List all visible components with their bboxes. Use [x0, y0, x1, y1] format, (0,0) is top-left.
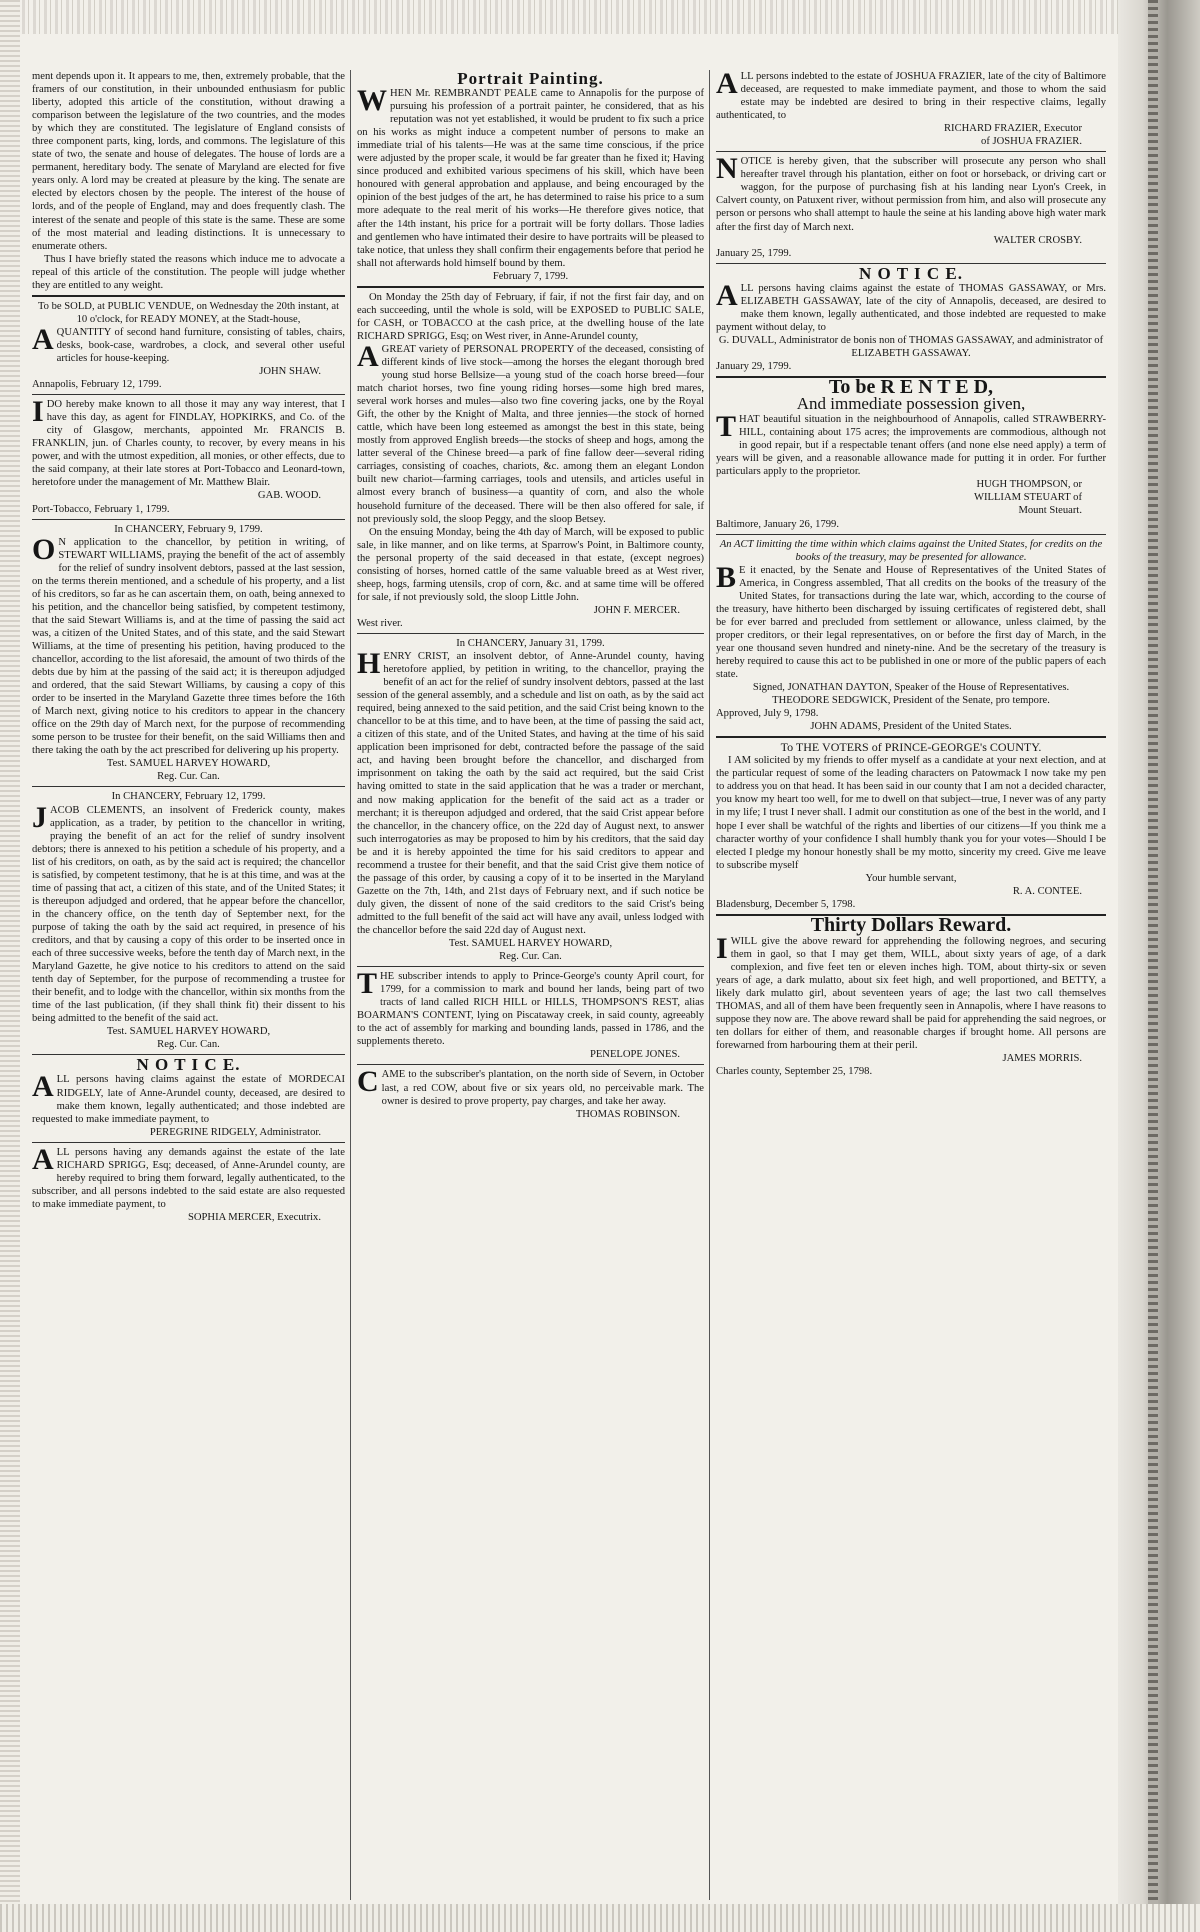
- rent-signature-3: Mount Steuart.: [1018, 505, 1082, 517]
- vendue-date: Annapolis, February 12, 1799.: [32, 379, 162, 391]
- drop-cap: B: [716, 560, 737, 594]
- sprigg-notice: [32, 1142, 345, 1211]
- divider: [716, 736, 1106, 738]
- crosby-notice: [716, 152, 1106, 233]
- chancery-reg-2: Reg. Cur. Can.: [157, 1039, 220, 1051]
- article-intro-conclusion: Thus I have briefly stated the reasons which induce me to advocate a repeal of this article of the constitution. The people will judge whether they are entitled to any weight.: [32, 253, 345, 291]
- drop-cap: T: [716, 410, 737, 444]
- ridgely-notice: [32, 1070, 345, 1125]
- act-adams: JOHN ADAMS, President of the United States.: [810, 721, 1012, 733]
- portrait-date: February 7, 1799.: [492, 270, 569, 282]
- gassaway-date: January 29, 1799.: [716, 360, 792, 372]
- drop-cap: A: [32, 322, 54, 356]
- wood-text: DO hereby make known to all those it may any way interest, that I have this day, as agent for FINDLAY, HOPKIRKS, and Co. of the city of Glasgow, merchants, appointed Mr. FRANCIS B. FRANKLIN, jun. of Charles county, to recover, by every means in his power, and with the utmost expedition, all monies, or other effects, due to the said company, at their late stores at Port-Tobacco and Leonard-town, heretofore under the management of Mr. Matthew Blair.: [32, 399, 345, 489]
- drop-cap: A: [32, 1070, 54, 1104]
- divider: [357, 633, 704, 634]
- crosby-signature: WALTER CROSBY.: [993, 234, 1082, 246]
- sale-signature: JOHN F. MERCER.: [593, 604, 680, 616]
- drop-cap: H: [357, 647, 381, 681]
- rent-subtitle: And immediate possession given,: [796, 394, 1026, 414]
- act-approved: Approved, July 9, 1798.: [716, 708, 819, 720]
- wood-notice: [32, 395, 345, 489]
- crosby-date: January 25, 1799.: [716, 247, 792, 259]
- chancery-text-2: ACOB CLEMENTS, an insolvent of Frederick county, makes application, as a trader, by petition to the chancellor in writing, praying the benefit of an act for the relief of sundry insolvent debtors; there is annexed to his petition a schedule of his property, and a list of his creditors, on oath, as by the said act is required; the chancellor is satisfied, by competent testimony, that he is at this time, and was at the time of passing that act, a citizen of this state, and of the United States; it is thereupon adjudged and ordered, that he appear before the chancellor, in the chancery office, on the tenth day of September next, for the purpose of taking the oath by the said act required, in presence of his creditors, and that by causing a copy of this order to be inserted once in each of three successive weeks, before the tenth day of March next, in the Maryland Gazette, he give notice to his creditors to attend on the said tenth day of September, for the purpose of recommending a trustee for their benefit, and to lodge with the chancellor, within six months from the time of the last publication, (if they shall think fit) their dissent to his being admitted to the benefit of the said act.: [32, 804, 345, 1025]
- chancery-text-1: N application to the chancellor, by petition in writing, of STEWART WILLIAMS, praying the benefit of the act of assembly for the relief of sundry insolvent debtors, passed at the last session, on the terms therein mentioned, and a schedule of his property, and a list of his creditors, so far as he can ascertain them, on oath, being annexed to his petition, and the chancellor being satisfied, by competent testimony, that the said Stewart Williams is, and at the time of passing the said act was, a citizen of the United States, and of this state, and the said Stewart Williams, at the time of presenting his petition, having produced to the chancellor, according to the list aforesaid, the amount of two thirds of the debts due by him at the passing of the said act; it is thereupon adjudged and ordered, that the said Stewart Williams, by causing a copy of this order to be inserted in the Maryland Gazette three times before the 16th of March next, giving notice to his creditors to appear in the chancery office on the 29th day of March next, for the purpose of recommending some person to be trustee for their benefit, on the said Williams then and there taking the oath by the act prescribed for delivering up his property.: [32, 536, 345, 757]
- robinson-signature: THOMAS ROBINSON.: [575, 1108, 680, 1120]
- column-1: [32, 70, 345, 1224]
- sale-details: [357, 339, 704, 526]
- reward-notice: [716, 931, 1106, 1052]
- voters-title: To THE VOTERS of PRINCE-GEORGE's COUNTY.: [780, 740, 1042, 755]
- crist-test: Test. SAMUEL HARVEY HOWARD,: [448, 938, 613, 950]
- robinson-text: AME to the subscriber's plantation, on the north side of Severn, in October last, a red COW, about five or six years old, no perceivable mark. The owner is desired to prove property, pay charges, and take her away.: [381, 1069, 704, 1107]
- divider: [357, 966, 704, 967]
- sale-details-text: GREAT variety of PERSONAL PROPERTY of the deceased, consisting of different kinds of live stock—among the horses the elegant thorough bred young stud horse Bellsize—a young stud of the coach horse breed—four match chariot horses, two fine young riding horses—some high bred mares, several work horses and mules—also two fine covering jacks, one by the Royal Gift, the other by the Knight of Malta, and three jennies—the stock of horned cattle, which have been long esteemed as amongst the best in this state, being mostly from approved English breeds—the stocks of sheep and hogs, among the latter several of the Chinese breed—a park of fine fallow deer—several riding carriages, consisting of coaches, chariots, &c. among them an elegant London built new chariot—farming carriages, tools and utensils, and articles useful in almost every branch of business—a quantity of corn, and also the whole household furniture of the deceased. There will be then also offered for sale, if not previously sold, the sloop Peggy, and the sloop Betsey.: [357, 343, 704, 525]
- drop-cap: T: [357, 967, 378, 1001]
- frazier-signature: RICHARD FRAZIER, Executor: [943, 123, 1082, 135]
- drop-cap: A: [716, 278, 738, 312]
- vendue-signature: JOHN SHAW.: [259, 366, 321, 378]
- portrait-text: HEN Mr. REMBRANDT PEALE came to Annapolis for the purpose of pursuing his profession of a portrait painter, he considered, that as his reputation was not yet established, it would be prudent to fix such a price on his works as might induce a competent number of persons to make an immediate trial of his talents—He was at the same time conscious, if the price were adjusted by the proper scale, it would be far greater than he fixed it; Having since produced and exhibited various specimens of his skill, which have been honoured with general approbation and applause, and being encouraged by the opinion of the best judges of the art, he has determined to raise his price to a sum more adequate to the real merit of his works—He therefore gives notice, that after the 14th instant, his price for a portrait will be forty dollars. Those ladies and gentlemen who have intimated their desire to have portraits will be pleased to take notice, that unless they shall confirm their engagements before that period he shall not afterwards hold himself bound by them.: [357, 88, 704, 269]
- column-rule-1: [350, 70, 351, 1900]
- frazier-text: LL persons indebted to the estate of JOSHUA FRAZIER, late of the city of Baltimore deceased, are requested to make immediate payment, and those to whom the said estate may be indebted are desired to bring in their respective claims, legally authenticated, to: [716, 71, 1106, 122]
- robinson-notice: [357, 1065, 704, 1107]
- crist-notice: [357, 647, 704, 937]
- chancery-body-2: [32, 800, 345, 1026]
- divider: [32, 394, 345, 395]
- rent-title: To be R E N T E D,: [828, 376, 994, 399]
- gassaway-notice: [716, 278, 1106, 334]
- divider: [357, 1064, 704, 1065]
- crosby-text: OTICE is hereby given, that the subscriber will prosecute any person who shall hereafter travel through his plantation, either on foot or horseback, or driving cart or waggon, for the purpose of purchasing fish at his landing near Lyon's Creek, in Calvert county, on Patuxent river, without permission from him, and also will prosecute any person or persons who shall attempt to haule the seine at his landing above high water mark after the first day of March next.: [716, 156, 1106, 233]
- column-3: [716, 67, 1106, 1078]
- crist-reg: Reg. Cur. Can.: [499, 951, 562, 963]
- reward-date: Charles county, September 25, 1798.: [716, 1066, 873, 1078]
- rent-signature-1: HUGH THOMPSON, or: [976, 479, 1082, 491]
- vendue-text: QUANTITY of second hand furniture, consisting of tables, chairs, desks, book-case, wardrobes, a clock, and several other useful articles for house-keeping.: [56, 326, 345, 364]
- act-sedgwick: THEODORE SEDGWICK, President of the Senate, pro tempore.: [772, 695, 1050, 707]
- reward-title: Thirty Dollars Reward.: [810, 913, 1012, 936]
- jones-text: HE subscriber intends to apply to Prince-George's county April court, for 1799, for a commission to mark and bound her lands, being part of two tracts of land called RICH HILL or HILLS, THOMPSON'S REST, alias BOARMAN'S CONTENT, lying on Piscataway creek, in said county, agreeably to the act of assembly for marking and bounding lands, passed in 1786, and the supplements thereto.: [357, 971, 704, 1048]
- drop-cap: I: [716, 931, 728, 965]
- act-title: An ACT limitting the time within which claims against the United States, for credits on the books of the treasury, may be presented for allowance.: [719, 538, 1103, 563]
- drop-cap: J: [32, 800, 47, 834]
- drop-cap: C: [357, 1065, 379, 1099]
- drop-cap: O: [32, 532, 56, 566]
- chancery-reg-1: Reg. Cur. Can.: [157, 771, 220, 783]
- reward-signature: JAMES MORRIS.: [1002, 1053, 1082, 1065]
- drop-cap: A: [32, 1142, 54, 1176]
- rent-notice: [716, 410, 1106, 478]
- page-left-edge: [0, 0, 20, 1932]
- drop-cap: I: [32, 395, 44, 429]
- voters-signature: R. A. CONTEE.: [1012, 885, 1082, 897]
- sale-details-2: On the ensuing Monday, being the 4th day of March, will be exposed to public sale, in like manner, and on like terms, at Sparrow's Point, in Baltimore county, the personal property of the said deceased in that estate, (except negroes) consisting of horses, horned cattle of the same valuable breed as at West river, sheep, hogs, farming utensils, crop of corn, &c. and at same time will be offered for sale, if not previously sold, the sloop Little John.: [357, 526, 704, 603]
- divider: [32, 519, 345, 520]
- portrait-notice: [357, 84, 704, 270]
- divider: [716, 151, 1106, 152]
- voters-date: Bladensburg, December 5, 1798.: [716, 898, 856, 910]
- divider: [32, 786, 345, 787]
- notice-title-2: N O T I C E.: [859, 263, 963, 283]
- drop-cap: A: [716, 67, 738, 100]
- jones-signature: PENELOPE JONES.: [589, 1049, 680, 1061]
- sprigg-signature: SOPHIA MERCER, Executrix.: [187, 1211, 321, 1223]
- chancery-body-1: [32, 532, 345, 758]
- crist-text: ENRY CRIST, an insolvent debtor, of Anne-Arundel county, having heretofore applied, by petition in writing, to the chancellor, praying the benefit of an act for the relief of sundry insolvent debtors, passed at the last session of the general assembly, and a schedule and list on oath, as by the said act required, being annexed to the said petition, and the said Crist being known to the chancellor to be at this time, and to have been, at the time of passing the said act, a citizen of this state, and of the United States, and having at the time of his said application been imprisoned for debt, contracted before the passage of the said act, and having been brought before the chancellor, and discharged from imprisonment on taking the oath by the said act required, but the said Crist having omitted to state in the said application that he was a trader or merchant, and now making application for the benefit of the said act as a trader or merchant; it is thereupon adjudged and ordered, that the said Crist appear before the chancellor, in the chancery office, on the 22d day of August next, to answer such interrogatories as may be proposed to him by his creditors, that the said day be and it is hereby appointed the time for his said creditors to appear and recommend a trustee for their benefit, and that the said Crist give them notice of the passage of this order, by causing a copy of it to be inserted in the Maryland Gazette on the 7th, 14th, and 21st days of February next, and if such notice be duly given, the dissent of none of the said creditors to the said Crist's being admitted to the full benefit of the said act will have any avail, unless lodged with the chancellor before the said 22d day of August next.: [357, 651, 704, 936]
- notice-title-1: N O T I C E.: [136, 1055, 241, 1075]
- divider: [716, 534, 1106, 535]
- rent-date: Baltimore, January 26, 1799.: [716, 518, 839, 530]
- voters-close: Your humble servant,: [865, 872, 957, 884]
- act-body: [716, 560, 1106, 681]
- page-right-margin: [1118, 0, 1200, 1932]
- vendue-body: [32, 322, 345, 365]
- page-bottom-edge: [0, 1904, 1200, 1932]
- divider: [32, 295, 345, 297]
- sale-place: West river.: [357, 617, 403, 629]
- chancery-heading-2: In CHANCERY, February 12, 1799.: [111, 791, 266, 803]
- act-signed: Signed, JONATHAN DAYTON, Speaker of the House of Representatives.: [752, 682, 1070, 694]
- chancery-heading-1: In CHANCERY, February 9, 1799.: [114, 523, 263, 535]
- frazier-notice: [716, 67, 1106, 122]
- rent-signature-2: WILLIAM STEUART of: [973, 492, 1082, 504]
- gassaway-signature: G. DUVALL, Administrator de bonis non of THOMAS GASSAWAY, and administrator of ELIZABETH GASSAWAY.: [718, 334, 1104, 359]
- voters-body: I AM solicited by my friends to offer myself as a candidate at your next election, and at the particular request of some of the leading characters on Patowmack I now take my pen to address you on that head. It has been said in our county that I am not a decided character, you know my heart too well, for me to dwell on that subject—true, I never was of any party in my life; I trust I never shall. I admit our constitution as one of the best in the world, and I hope I ever shall be watchful of the rights and liberties of our citizens—If you think me a character worthy of your confidence I shall humbly thank you for your votes—Should I be elected I pledge my honour honestly shall be my motto, sincerity my creed. Give me leave to subscribe myself: [716, 755, 1106, 871]
- wood-signature: GAB. WOOD.: [257, 490, 321, 502]
- sale-intro: On Monday the 25th day of February, if fair, if not the first fair day, and on each succeeding, until the whole is sold, will be EXPOSED to PUBLIC SALE, for CASH, or TOBACCO at the cash price, at the dwelling house of the late RICHARD SPRIGG, Esq; on West river, in Anne-Arundel county,: [357, 291, 704, 342]
- frazier-signature-2: of JOSHUA FRAZIER.: [981, 136, 1082, 148]
- divider: [357, 286, 704, 288]
- reward-text: WILL give the above reward for apprehending the following negroes, and securing them in gaol, so that I may get them, WILL, about sixty years of age, of a dark complexion, and five feet ten or eleven inches high. TOM, about thirty-six or seven years of age, a dark mulatto, about six feet high, and well proportioned, and BETTY, a likely dark mulatto girl, about seventeen years of age; the last two call themselves THOMAS, and all of them have been frequently seen in Annapolis, where I have reasons to suppose they now are. The above reward shall be paid for apprehending the said negroes, or ten dollars for either of them, and reasonable charges if brought home. All persons are forewarned from harbouring them at their peril.: [716, 935, 1106, 1052]
- rent-text: HAT beautiful situation in the neighbourhood of Annapolis, called STRAWBERRY-HILL, containing about 175 acres; the improvements are commodious, although not in good repair, but if a respectable tenant offers (and none else need apply) a term of years will be given, and a reasonable allowance made for putting it in order. For further particulars apply to the proprietor.: [716, 414, 1106, 478]
- column-rule-2: [709, 70, 710, 1900]
- wood-date: Port-Tobacco, February 1, 1799.: [32, 503, 170, 515]
- portrait-title: Portrait Painting.: [457, 69, 604, 88]
- ridgely-signature: PEREGRINE RIDGELY, Administrator.: [149, 1126, 321, 1138]
- page-top-edge: [0, 0, 1200, 34]
- sprigg-text: LL persons having any demands against the estate of the late RICHARD SPRIGG, Esq; deceased, of Anne-Arundel county, are hereby required to bring them forward, legally authenticated, to the subscriber, and all persons indebted to the said estate are also requested to make immediate payment, to: [32, 1146, 345, 1210]
- jones-notice: [357, 967, 704, 1048]
- drop-cap: W: [357, 84, 387, 118]
- chancery-test-2: Test. SAMUEL HARVEY HOWARD,: [106, 1026, 271, 1038]
- binding-spine: [1148, 0, 1158, 1932]
- crist-heading: In CHANCERY, January 31, 1799.: [456, 637, 605, 649]
- drop-cap: N: [716, 152, 738, 186]
- column-2: [357, 70, 704, 1121]
- article-intro: ment depends upon it. It appears to me, then, extremely probable, that the framers of our constitution, in their unbounded enthusiasm for public liberty, adopted this article of the constitution, without drawing a comparison between the legislature of the two countries, and the modes by which they are constituted. The legislature of England consists of three component parts, king, lords, and commons. The legislature of this state of two, the senate and house of delegates. The house of lords are a permanent, hereditary body. The senate of Maryland are elected for five years only. A lord may be created at pleasure by the king. The senate are elected by electors chosen by the people. The interest of the house of lords, and of the people of England, may and does frequently clash. The interest of the senate and people of this state is the same. These are some of the most material and leading distinctions. It is unnecessary to enumerate others.: [32, 71, 345, 252]
- chancery-test-1: Test. SAMUEL HARVEY HOWARD,: [106, 758, 271, 770]
- divider: [32, 1142, 345, 1143]
- vendue-title: To be SOLD, at PUBLIC VENDUE, on Wednesday the 20th instant, at 10 o'clock, for READY MONEY, at the Stadt-house,: [37, 300, 340, 325]
- ridgely-text: LL persons having claims against the estate of MORDECAI RIDGELY, late of Anne-Arundel county, deceased, are desired to make them known, legally authenticated; and those indebted are requested to make immediate payment, to: [32, 1074, 345, 1125]
- gassaway-text: LL persons having claims against the estate of THOMAS GASSAWAY, or Mrs. ELIZABETH GASSAWAY, late of the city of Annapolis, deceased, are desired to make them known, legally authenticated, and those indebted are requested to make payment without delay, to: [716, 282, 1106, 333]
- act-text: E it enacted, by the Senate and House of Representatives of the United States of America, in Congress assembled, That all credits on the books of the treasury of the United States, for transactions during the late war, which, according to the course of the treasury, have hitherto been discharged by issuing certificates of registered debt, shall be for ever barred and precluded from settlement or allowance, unless claimed, by the proper creditors, or their legal representatives, on or before the first day of March, in the year one thousand seven hundred and ninety-nine. And be the secretary of the treasury is hereby required to cause this act to be published in one or more of the public papers of each state.: [716, 564, 1106, 681]
- drop-cap: A: [357, 339, 379, 373]
